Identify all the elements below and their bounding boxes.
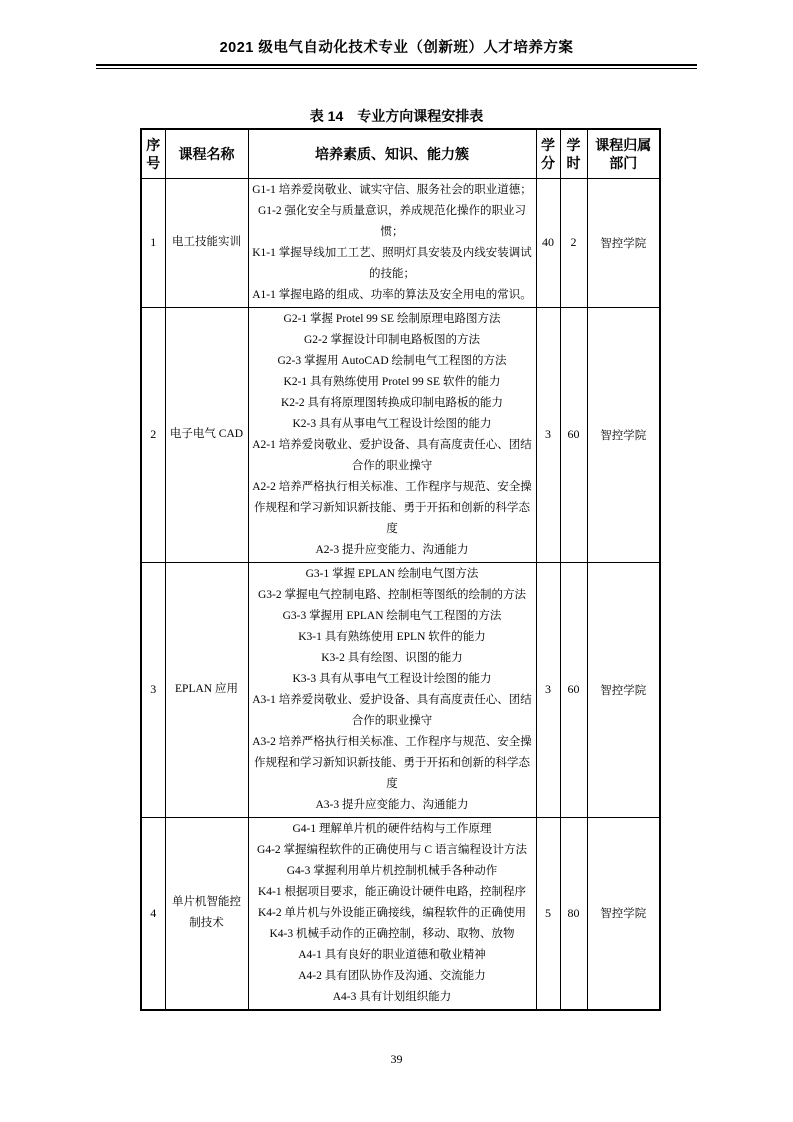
cell-abilities — [248, 562, 536, 817]
table-row — [141, 817, 660, 1010]
ability-item: K1-1 掌握导线加工工艺、照明灯具安装及内线安装调试的技能； — [252, 246, 532, 280]
ability-item: K4-3 机械手动作的正确控制，移动、取物、放物 — [269, 927, 515, 940]
ability-item: A2-3 提升应变能力、沟通能力 — [315, 543, 469, 556]
document-header-title: 2021 级电气自动化技术专业（创新班）人才培养方案 — [219, 40, 574, 56]
cell-course: 电子电气 CAD — [165, 307, 248, 562]
ability-item: K3-3 具有从事电气工程设计绘图的能力 — [292, 672, 492, 685]
table-row — [141, 178, 660, 307]
cell-abilities — [248, 817, 536, 1010]
ability-item: A4-3 具有计划组织能力 — [332, 990, 452, 1003]
ability-item: A2-1 培养爱岗敬业、爱护设备、具有高度责任心、团结合作的职业操守 — [252, 438, 532, 472]
cell-department: 智控学院 — [587, 307, 660, 562]
ability-item: G1-2 强化安全与质量意识，养成规范化操作的职业习惯； — [257, 204, 526, 238]
ability-item: G2-3 掌握用 AutoCAD 绘制电气工程图的方法 — [277, 354, 507, 367]
cell-abilities — [248, 178, 536, 307]
table-row — [141, 562, 660, 817]
cell-credits: 40 — [536, 178, 560, 307]
column-header-no: 序号 — [141, 129, 165, 178]
cell-hours: 60 — [560, 562, 587, 817]
ability-item: K4-1 根据项目要求，能正确设计硬件电路，控制程序 — [257, 885, 526, 898]
cell-department: 智控学院 — [587, 178, 660, 307]
ability-item: K4-2 单片机与外设能正确接线，编程软件的正确使用 — [257, 906, 526, 919]
ability-item: G4-2 掌握编程软件的正确使用与 C 语言编程设计方法 — [257, 843, 527, 856]
ability-item: A4-2 具有团队协作及沟通、交流能力 — [298, 969, 486, 982]
table-row — [141, 307, 660, 562]
header-rule — [96, 64, 697, 69]
column-header-course: 课程名称 — [165, 129, 248, 178]
ability-item: A2-2 培养严格执行相关标准、工作程序与规范、安全操作规程和学习新知识新技能、勇于开拓和创新的科学态度 — [252, 480, 532, 535]
ability-item: A3-3 提升应变能力、沟通能力 — [315, 798, 469, 811]
column-header-department: 课程归属部门 — [587, 129, 660, 178]
ability-item: K3-1 具有熟练使用 EPLN 软件的能力 — [298, 630, 486, 643]
ability-item: A3-1 培养爱岗敬业、爱护设备、具有高度责任心、团结合作的职业操守 — [252, 693, 532, 727]
ability-item: G1-1 培养爱岗敬业、诚实守信、服务社会的职业道德； — [252, 183, 532, 196]
course-table — [140, 128, 661, 1011]
cell-department: 智控学院 — [587, 562, 660, 817]
column-header-credits: 学分 — [536, 129, 560, 178]
cell-no: 3 — [141, 562, 165, 817]
ability-item: A4-1 具有良好的职业道德和敬业精神 — [298, 948, 486, 961]
cell-course: 单片机智能控制技术 — [165, 817, 248, 1010]
cell-hours: 60 — [560, 307, 587, 562]
ability-item: G4-1 理解单片机的硬件结构与工作原理 — [292, 822, 492, 835]
cell-hours: 80 — [560, 817, 587, 1010]
ability-item: G2-2 掌握设计印制电路板图的方法 — [303, 333, 480, 346]
ability-item: K2-1 具有熟练使用 Protel 99 SE 软件的能力 — [283, 375, 501, 388]
ability-item: K2-3 具有从事电气工程设计绘图的能力 — [292, 417, 492, 430]
ability-item: G3-2 掌握电气控制电路、控制柜等图纸的绘制的方法 — [257, 588, 526, 601]
ability-item: A3-2 培养严格执行相关标准、工作程序与规范、安全操作规程和学习新知识新技能、勇于开拓和创新的科学态度 — [252, 735, 532, 790]
cell-no: 2 — [141, 307, 165, 562]
table-caption: 表 14 专业方向课程安排表 — [309, 108, 484, 124]
ability-item: G3-1 掌握 EPLAN 绘制电气图方法 — [305, 567, 479, 580]
ability-item: G2-1 掌握 Protel 99 SE 绘制原理电路图方法 — [283, 312, 501, 325]
ability-item: G4-3 掌握利用单片机控制机械手各种动作 — [286, 864, 498, 877]
column-header-hours: 学时 — [560, 129, 587, 178]
cell-abilities — [248, 307, 536, 562]
page-number: 39 — [390, 1052, 403, 1066]
ability-item: K2-2 具有将原理图转换成印制电路板的能力 — [280, 396, 503, 409]
cell-course: EPLAN 应用 — [165, 562, 248, 817]
table-header-row — [141, 129, 660, 178]
ability-item: G3-3 掌握用 EPLAN 绘制电气工程图的方法 — [282, 609, 502, 622]
cell-credits: 3 — [536, 307, 560, 562]
cell-department: 智控学院 — [587, 817, 660, 1010]
cell-credits: 5 — [536, 817, 560, 1010]
ability-item: A1-1 掌握电路的组成、功率的算法及安全用电的常识。 — [252, 288, 532, 301]
cell-credits: 3 — [536, 562, 560, 817]
column-header-abilities: 培养素质、知识、能力簇 — [248, 129, 536, 178]
ability-item: K3-2 具有绘图、识图的能力 — [321, 651, 463, 664]
cell-no: 4 — [141, 817, 165, 1010]
cell-no: 1 — [141, 178, 165, 307]
cell-hours: 2 — [560, 178, 587, 307]
cell-course: 电工技能实训 — [165, 178, 248, 307]
